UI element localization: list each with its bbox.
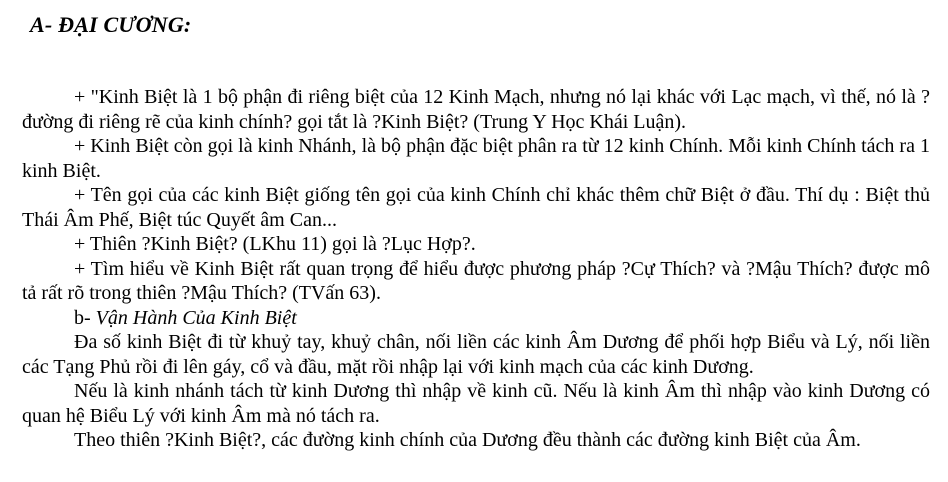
document-body bbox=[22, 85, 930, 453]
paragraph-theo-thien: Theo thiên ?Kinh Biệt?, các đường kinh chính của Dương đều thành các đường kinh Biệt của Âm. bbox=[74, 429, 861, 451]
paragraph-ten-goi: + Tên gọi của các kinh Biệt giống tên gọi của kinh Chính chỉ khác thêm chữ Biệt ở đầu. Thí dụ : Biệt thủ Thái Âm Phế, Biệt túc Quyết âm Can... bbox=[22, 184, 930, 231]
paragraph-da-so-kinh-biet: Đa số kinh Biệt đi từ khuỷ tay, khuỷ chân, nối liền các kinh Âm Dương để phối hợp Biểu và Lý, nối liền các Tạng Phủ rồi đi lên gáy, cổ và đầu, mặt rồi nhập lại với kinh mạch của các kinh Dương. bbox=[22, 331, 930, 378]
section-heading: A- ĐẠI CƯƠNG: bbox=[30, 12, 192, 37]
paragraph-thien-kinh-biet: + Thiên ?Kinh Biệt? (LKhu 11) gọi là ?Lục Hợp?. bbox=[74, 233, 476, 255]
paragraph-kinh-biet-definition: + "Kinh Biệt là 1 bộ phận đi riêng biệt của 12 Kinh Mạch, nhưng nó lại khác với Lạc mạch, vì thế, nó là ?đường đi riêng rẽ của kinh chính? gọi tắt là ?Kinh Biệt? (Trung Y Học Khái Luận). bbox=[22, 86, 930, 133]
subheading-prefix: b- bbox=[74, 306, 96, 329]
paragraph-tim-hieu: + Tìm hiểu về Kinh Biệt rất quan trọng để hiểu được phương pháp ?Cự Thích? và ?Mậu Thích? được mô tả rất rõ trong thiên ?Mậu Thích? (TVấn 63). bbox=[22, 257, 930, 304]
paragraph-kinh-nhanh: + Kinh Biệt còn gọi là kinh Nhánh, là bộ phận đặc biệt phân ra từ 12 kinh Chính. Mỗi kinh Chính tách ra 1 kinh Biệt. bbox=[22, 135, 930, 182]
subheading-van-hanh bbox=[22, 306, 930, 331]
subheading-title: Vận Hành Của Kinh Biệt bbox=[95, 306, 297, 329]
paragraph-neu-la-kinh-nhanh: Nếu là kinh nhánh tách từ kinh Dương thì nhập về kinh cũ. Nếu là kinh Âm thì nhập vào kinh Dương có quan hệ Biểu Lý với kinh Âm mà nó tách ra. bbox=[22, 380, 930, 427]
